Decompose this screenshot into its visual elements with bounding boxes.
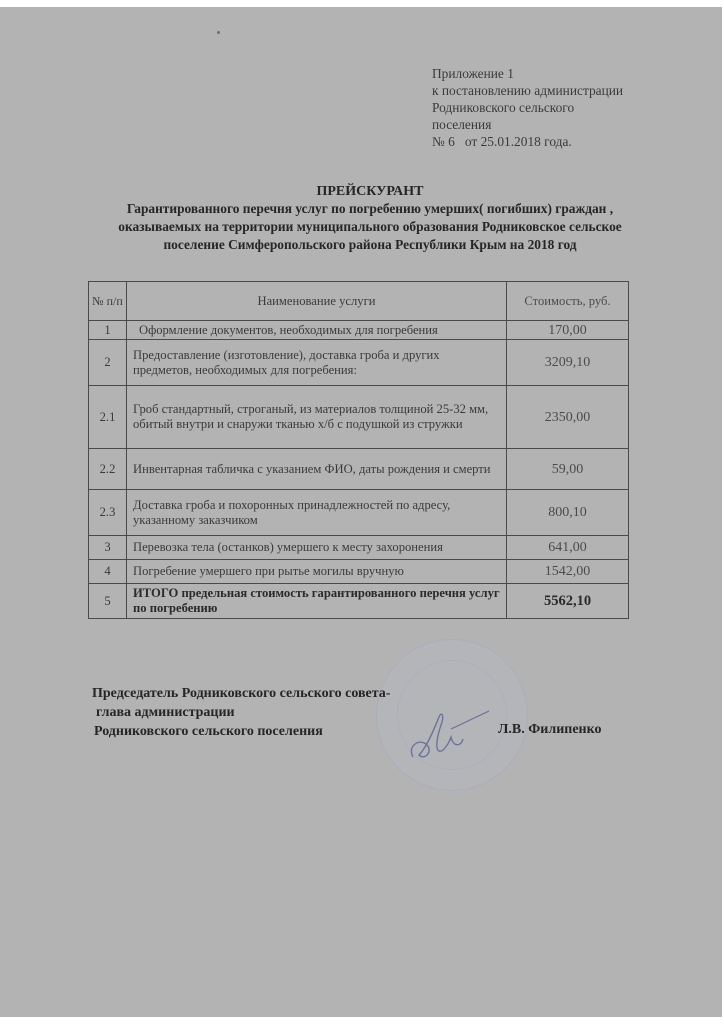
title-heading: ПРЕЙСКУРАНТ	[316, 184, 424, 199]
scanned-page	[0, 7, 722, 1017]
document-title	[80, 183, 660, 254]
table-row-total	[89, 584, 629, 619]
row-num: 3	[89, 536, 127, 560]
table-row	[89, 321, 629, 340]
title-line-1: Гарантированного перечня услуг по погребению умерших( погибших) граждан ,	[126, 201, 614, 216]
header-cost: Стоимость, руб.	[507, 282, 629, 321]
table-row	[89, 490, 629, 536]
table-row	[89, 449, 629, 490]
table-header-row	[89, 282, 629, 321]
appendix-line-3: Родниковского сельского	[432, 100, 575, 115]
table-row	[89, 560, 629, 584]
row-cost: 641,00	[507, 536, 629, 560]
title-line-3: поселение Симферопольского района Республики Крым на 2018 год	[163, 237, 577, 252]
table-row	[89, 340, 629, 386]
row-cost: 1542,00	[507, 560, 629, 584]
row-num: 2.1	[89, 386, 127, 449]
row-name: Оформление документов, необходимых для погребения	[127, 321, 507, 340]
row-cost: 2350,00	[507, 386, 629, 449]
row-name: Инвентарная табличка с указанием ФИО, даты рождения и смерти	[127, 449, 507, 490]
header-name: Наименование услуги	[127, 282, 507, 321]
row-cost: 5562,10	[507, 584, 629, 619]
appendix-note	[432, 65, 623, 150]
table-row	[89, 536, 629, 560]
row-name: ИТОГО предельная стоимость гарантированного перечня услуг по погребению	[127, 584, 507, 619]
title-line-2: оказываемых на территории муниципального образования Родниковское сельское	[118, 219, 622, 234]
appendix-line-2: к постановлению администрации	[432, 83, 624, 98]
row-cost: 170,00	[507, 321, 629, 340]
scan-speck	[217, 31, 220, 34]
row-num: 5	[89, 584, 127, 619]
signatory-line-2: глава администрации	[96, 705, 235, 720]
header-num: № п/п	[89, 282, 127, 321]
row-num: 2	[89, 340, 127, 386]
row-name: Предоставление (изготовление), доставка гроба и других предметов, необходимых для погребения:	[127, 340, 507, 386]
signatory-name: Л.В. Филипенко	[498, 722, 602, 737]
row-cost: 59,00	[507, 449, 629, 490]
row-num: 2.2	[89, 449, 127, 490]
signatory-line-1: Председатель Родниковского сельского совета-	[92, 686, 391, 701]
signatory-title	[92, 684, 390, 741]
row-name: Гроб стандартный, строганый, из материалов толщиной 25-32 мм, обитый внутри и снаружи тканью х/б с подушкой из стружки	[127, 386, 507, 449]
row-name: Доставка гроба и похоронных принадлежностей по адресу, указанному заказчиком	[127, 490, 507, 536]
row-name: Перевозка тела (останков) умершего к месту захоронения	[127, 536, 507, 560]
handwritten-signature-icon	[405, 707, 495, 767]
table-row	[89, 386, 629, 449]
row-num: 4	[89, 560, 127, 584]
signatory-line-3: Родниковского сельского поселения	[94, 724, 323, 739]
price-table	[88, 281, 629, 619]
row-name: Погребение умершего при рытье могилы вручную	[127, 560, 507, 584]
appendix-line-1: Приложение 1	[432, 66, 514, 81]
row-cost: 800,10	[507, 490, 629, 536]
appendix-line-4: поселения	[432, 117, 492, 132]
row-num: 1	[89, 321, 127, 340]
appendix-line-5: № 6 от 25.01.2018 года.	[432, 134, 572, 149]
row-num: 2.3	[89, 490, 127, 536]
row-cost: 3209,10	[507, 340, 629, 386]
